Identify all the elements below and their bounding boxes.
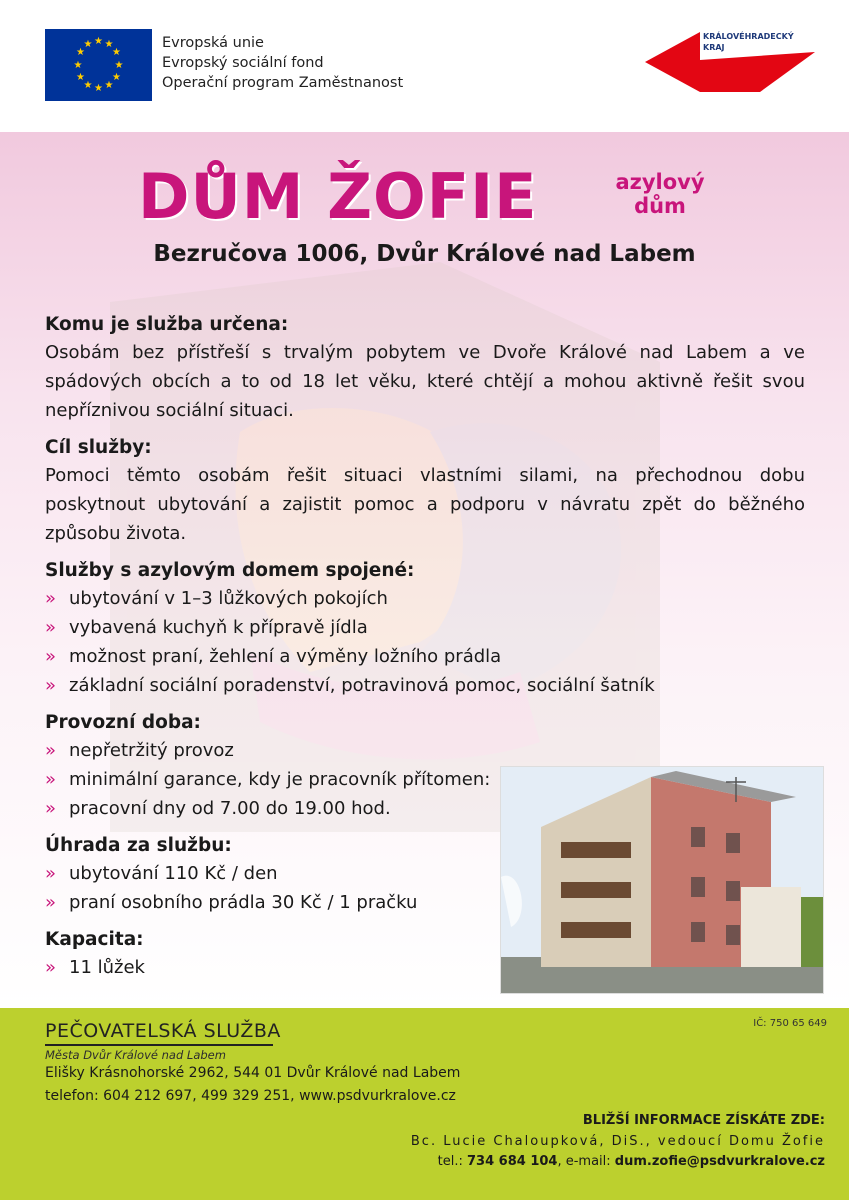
section-text: Osobám bez přístřeší s trvalým pobytem ve Dvoře Králové nad Labem a ve spádových obcích a to od 18 let věku, které chtějí a mohou aktivně řešit svou nepříznivou sociální situaci. [45, 342, 805, 421]
list-item: » praní osobního prádla 30 Kč / 1 pračku [45, 888, 805, 917]
svg-text:★: ★ [112, 47, 121, 58]
contact-phone[interactable]: 734 684 104 [467, 1154, 558, 1169]
eu-stars-icon [45, 29, 152, 101]
list-item: » 11 lůžek [45, 953, 805, 982]
list-item: » ubytování 110 Kč / den [45, 859, 805, 888]
eu-line-1: Evropská unie [162, 35, 264, 51]
company-id: IČ: 750 65 649 [753, 1018, 827, 1029]
organization-phone: telefon: 604 212 697, 499 329 251, www.psdvurkralove.cz [45, 1088, 456, 1104]
contact-details [438, 1154, 825, 1169]
svg-text:★: ★ [83, 80, 93, 91]
list-item: » ubytování v 1–3 lůžkových pokojích [45, 584, 805, 613]
svg-text:★: ★ [76, 47, 85, 58]
svg-text:★: ★ [73, 60, 83, 71]
svg-text:★: ★ [104, 80, 114, 91]
list-item: » minimální garance, kdy je pracovník přítomen: [45, 765, 805, 794]
svg-text:★: ★ [94, 83, 103, 94]
contact-email[interactable]: dum.zofie@psdvurkralove.cz [614, 1154, 825, 1169]
page-title: DŮM ŽOFIE [138, 160, 538, 233]
contact-heading: BLIŽŠÍ INFORMACE ZÍSKÁTE ZDE: [582, 1113, 825, 1128]
svg-text:★: ★ [114, 60, 124, 71]
section-heading: Komu je služba určena: [45, 314, 289, 335]
organization-subtitle: Města Dvůr Králové nad Labem [45, 1048, 226, 1062]
organization-divider [45, 1044, 273, 1046]
svg-text:★: ★ [83, 39, 93, 50]
eu-program-text [162, 33, 403, 93]
section-heading: Úhrada za službu: [45, 835, 232, 856]
building-photo [500, 766, 824, 994]
page-subtitle [600, 170, 720, 218]
contact-tel-label: tel.: [437, 1154, 463, 1169]
section-text: Pomoci těmto osobám řešit situaci vlastními silami, na přechodnou dobu poskytnout ubytování a zajistit pomoc a podporu v návratu zpět do běžného způsobu života. [45, 465, 805, 544]
subtitle-line-2: dům [634, 194, 686, 218]
organization-name: PEČOVATELSKÁ SLUŽBA [45, 1020, 281, 1042]
contact-name: Bc. Lucie Chaloupková, DiS., vedoucí Domu Žofie [410, 1134, 825, 1149]
kraj-line-2: KRAJ [703, 43, 725, 52]
svg-text:★: ★ [94, 36, 103, 47]
building-illustration-icon [501, 767, 823, 993]
section-heading: Kapacita: [45, 929, 144, 950]
eu-flag-logo [45, 29, 152, 101]
section-heading: Provozní doba: [45, 712, 201, 733]
svg-text:★: ★ [76, 72, 85, 83]
list-item: » možnost praní, žehlení a výměny ložního prádla [45, 642, 805, 671]
section-heading: Služby s azylovým domem spojené: [45, 560, 415, 581]
house-address: Bezručova 1006, Dvůr Králové nad Labem [153, 241, 696, 267]
section-cil [45, 435, 805, 548]
section-sluzby [45, 558, 805, 700]
header [0, 0, 849, 132]
eu-line-3: Operační program Zaměstnanost [162, 75, 404, 91]
organization-address: Elišky Krásnohorské 2962, 544 01 Dvůr Králové nad Labem [45, 1065, 461, 1081]
kraj-logo-text [703, 31, 794, 53]
contact-email-label: , e-mail: [557, 1154, 611, 1169]
svg-text:★: ★ [104, 39, 114, 50]
section-komu [45, 312, 805, 425]
list-item: » nepřetržitý provoz [45, 736, 805, 765]
subtitle-line-1: azylový [615, 170, 705, 194]
list-item: » základní sociální poradenství, potravinová pomoc, sociální šatník [45, 671, 805, 700]
section-heading: Cíl služby: [45, 437, 152, 458]
eu-line-2: Evropský sociální fond [162, 55, 324, 71]
svg-text:★: ★ [112, 72, 121, 83]
kraj-line-1: KRÁLOVÉHRADECKÝ [703, 32, 794, 41]
list-item-continuation-text: pracovní dny od 7.00 do 19.00 hod. [69, 798, 391, 819]
list [45, 584, 805, 700]
list-item: » vybavená kuchyň k přípravě jídla [45, 613, 805, 642]
